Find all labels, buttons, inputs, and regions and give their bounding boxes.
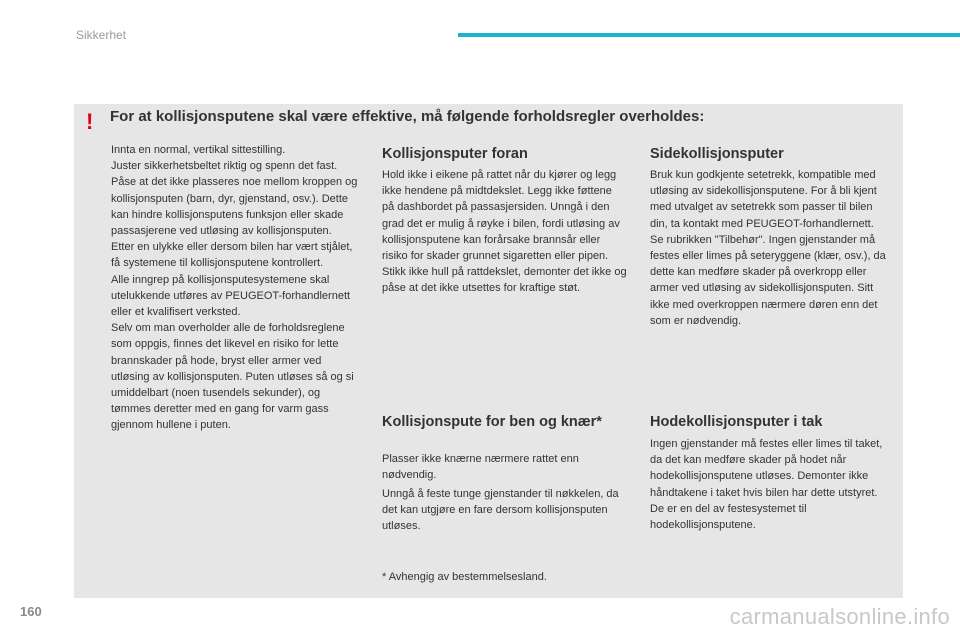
knee-airbag-heading: Kollisjonspute for ben og knær*: [382, 414, 602, 430]
paragraph: Selv om man overholder alle de forholdsreglene som oppgis, finnes det likevel en risiko for lette brannskader på hode, bryst eller armer ved utløsing av kollisjonsputen. Puten utløses så og si umiddelbart (noen tusendels sekunder), og tømmes deretter med en gang for varm gass gjennom hullene i puten.: [111, 322, 354, 432]
paragraph: Juster sikkerhetsbeltet riktig og spenn det fast.: [111, 160, 338, 173]
knee-airbag-text-2: Unngå å feste tunge gjenstander til nøkkelen, da det kan utgjøre en fare dersom kollisjonsputen utløses.: [382, 488, 619, 533]
paragraph: Etter en ulykke eller dersom bilen har vært stjålet, få systemene til kollisjonsputene kontrollert.: [111, 241, 353, 270]
side-airbags-heading: Sidekollisjonsputer: [650, 146, 784, 162]
paragraph: Innta en normal, vertikal sittestilling.: [111, 144, 286, 156]
page-number: 160: [20, 604, 42, 619]
section-label: Sikkerhet: [76, 28, 127, 42]
general-precautions: [111, 142, 361, 434]
footnote: * Avhengig av bestemmelsesland.: [382, 571, 547, 583]
watermark: carmanualsonline.info: [729, 604, 950, 629]
knee-airbag-text-1: Plasser ikke knærne nærmere rattet enn nødvendig.: [382, 453, 579, 482]
front-airbags-text: Hold ikke i eikene på rattet når du kjører og legg ikke hendene på midtdekslet. Legg ikke føttene på dashbordet på passasjersiden. Unngå i den grad det er mulig å røyke i bilen, fordi utløsing av kollisjonsputene kan forårsake brannsår eller risiko for skader grunnet sigaretten eller pipen. Stikk ikke hull på rattdekslet, demonter det ikke og påse at det ikke utsettes for kraftige støt.: [382, 169, 627, 295]
curtain-airbags-heading: Hodekollisjonsputer i tak: [650, 414, 823, 430]
curtain-airbags-text: Ingen gjenstander må festes eller limes til taket, da det kan medføre skader på hodet når hodekollisjonsputene utløses. Demonter ikke håndtakene i taket hvis bilen har dette utstyret. De er en del av festesystemet til hodekollisjonsputene.: [650, 438, 883, 532]
panel-title: For at kollisjonsputene skal være effektive, må følgende forholdsregler overholdes:: [110, 108, 705, 125]
front-airbags-heading: Kollisjonsputer foran: [382, 146, 528, 162]
warning-icon: !: [86, 109, 94, 134]
header-accent-bar: [458, 33, 960, 37]
side-airbags-text: Bruk kun godkjente setetrekk, kompatible med utløsing av sidekollisjonsputene. For å bli kjent med utvalget av setetrekk som passer til bilen din, ta kontakt med PEUGEOT-forhandlernett. Se rubrikken "Tilbehør". Ingen gjenstander må festes eller limes på seteryggene (klær, osv.), da dette kan medføre skader på overkropp eller armer ved utløsing av sidekollisjonsputen. Sitt ikke med overkroppen nærmere døren enn det som er nødvendig.: [650, 169, 886, 327]
paragraph: Påse at det ikke plasseres noe mellom kroppen og kollisjonsputen (barn, dyr, gjenstand, osv.). Dette kan hindre kollisjonsputens funksjon eller skade passasjerene ved utløsing av kollisjonsputen.: [111, 176, 358, 238]
paragraph: Alle inngrep på kollisjonsputesystemene skal utelukkende utføres av PEUGEOT-forhandlernett eller et kvalifisert verksted.: [111, 273, 351, 319]
